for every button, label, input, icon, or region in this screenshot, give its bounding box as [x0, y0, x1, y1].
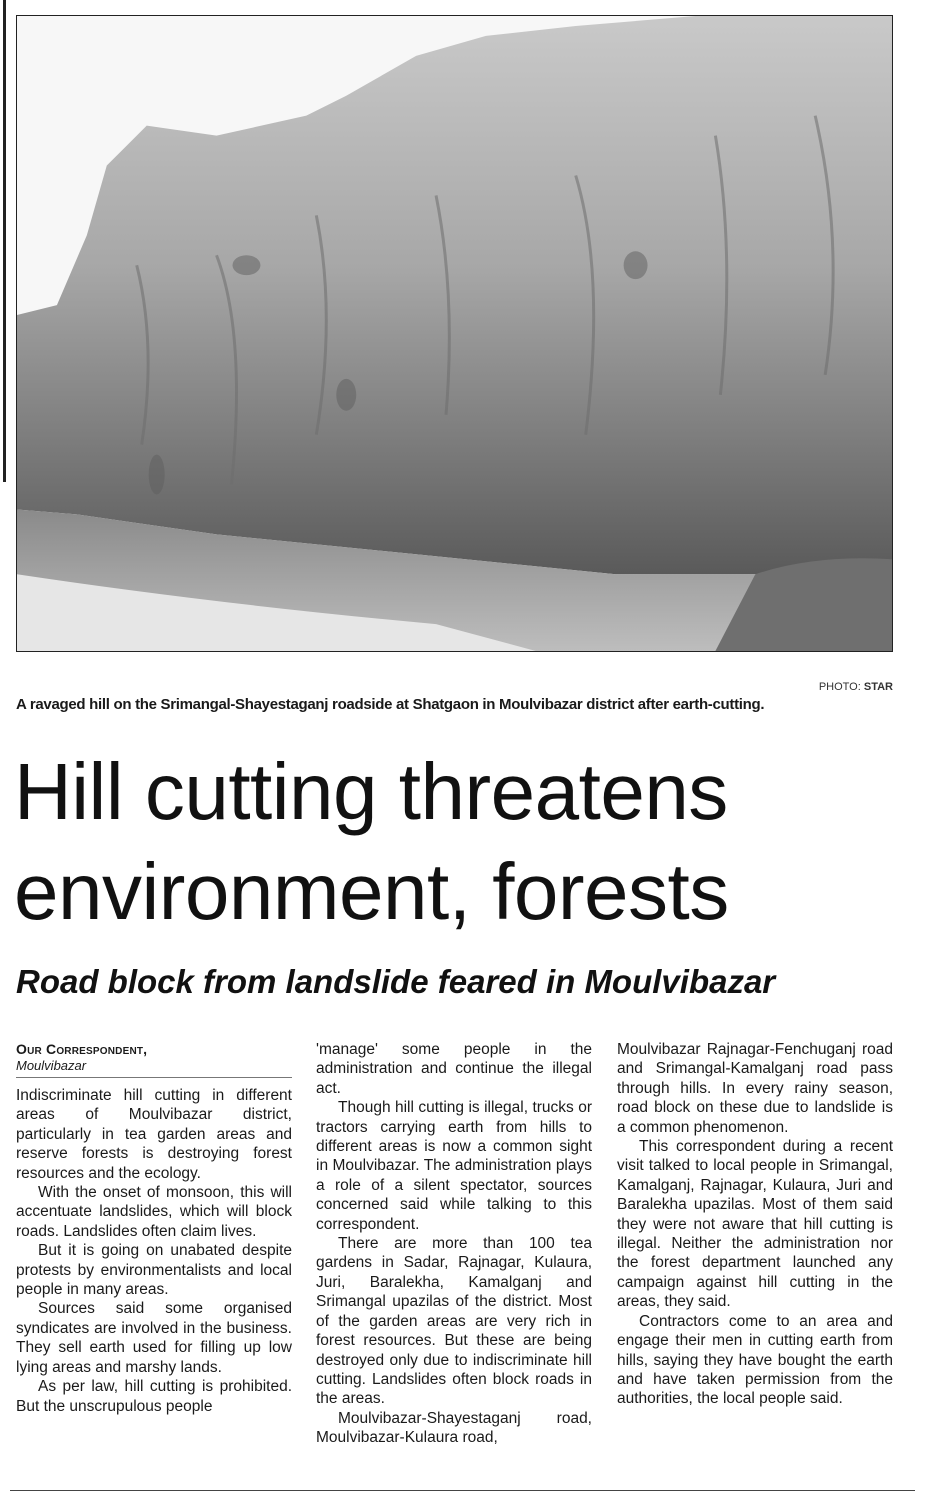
paragraph: Though hill cutting is illegal, trucks or tractors carrying earth from hills to different areas is now a common sight in Moulvibazar. The administration plays a role of a silent spectator, sources concerned said while talking to this correspondent. — [316, 1099, 592, 1233]
photo-credit-source: STAR — [863, 681, 893, 693]
paragraph: Contractors come to an area and engage their men in cutting earth from hills, saying they have bought the earth and have taken permission from the authorities, the local people said. — [617, 1312, 893, 1408]
photo-caption: A ravaged hill on the Srimangal-Shayestaganj roadside at Shatgaon in Moulvibazar district after earth-cutting. — [16, 696, 765, 713]
headline-line-2: environment, forests — [14, 847, 729, 936]
ravaged-hill-photo — [17, 16, 892, 651]
photo-credit-label: PHOTO: — [818, 681, 861, 693]
paragraph: 'manage' some people in the administration and continue the illegal act. — [316, 1041, 592, 1097]
paragraph: Moulvibazar Rajnagar-Fenchuganj road and Srimangal-Kamalganj road pass through hills. In every rainy season, road block on these due to landslide is a common phenomenon. — [617, 1041, 893, 1136]
subheadline: Road block from landslide feared in Moulvibazar — [16, 963, 776, 1000]
column-2 — [316, 1040, 592, 1448]
paragraph: But it is going on unabated despite protests by environmentalists and local people in many areas. — [16, 1242, 292, 1299]
paragraph: Moulvibazar-Shayestaganj road, Moulvibazar-Kulaura road, — [316, 1409, 592, 1447]
paragraph: Indiscriminate hill cutting in different areas of Moulvibazar district, particularly in tea garden areas and reserve forests is destroying forest resources and the ecology. — [16, 1087, 292, 1182]
paragraph: With the onset of monsoon, this will accentuate landslides, which will block roads. Landslides often claim lives. — [16, 1184, 292, 1240]
bottom-rule — [10, 1490, 915, 1491]
headline-line-1: Hill cutting threatens — [14, 747, 728, 836]
photo-credit — [819, 681, 893, 693]
paragraph: This correspondent during a recent visit talked to local people in Srimangal, Kamalganj, Rajnagar, Kulaura, Juri and Baralekha upazilas. Most of them said they were not aware that hill cutting is illegal. Neither the administration nor the forest department launched any campaign against hill cutting in the areas, they said. — [617, 1138, 893, 1311]
column-3 — [617, 1040, 893, 1409]
headline — [14, 742, 914, 942]
news-photo — [16, 15, 893, 652]
paragraph: Sources said some organised syndicates are involved in the business. They sell earth used for filling up low lying areas and marshy lands. — [16, 1300, 292, 1376]
byline: Our Correspondent, — [16, 1041, 148, 1057]
column-1 — [16, 1040, 292, 1416]
article-body — [0, 1040, 925, 1480]
column-rule — [0, 0, 6, 482]
dateline: Moulvibazar — [16, 1058, 292, 1078]
paragraph: There are more than 100 tea gardens in Sadar, Rajnagar, Kulaura, Juri, Baralekha, Kamalganj and Srimangal upazilas of the district. Most of the garden areas are very rich in forest resources. But these are being destroyed only due to indiscriminate hill cutting. Landslides often block roads in the areas. — [316, 1235, 592, 1408]
paragraph: As per law, hill cutting is prohibited. But the unscrupulous people — [16, 1378, 292, 1415]
